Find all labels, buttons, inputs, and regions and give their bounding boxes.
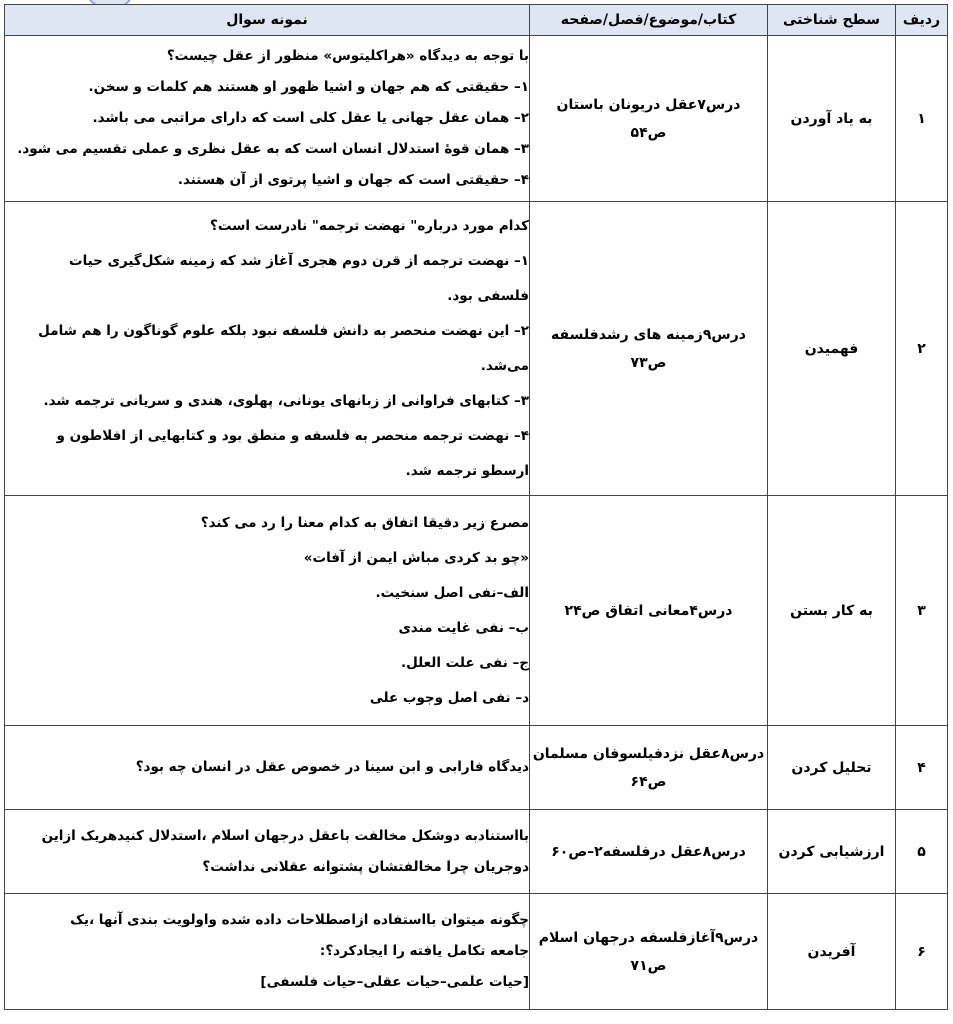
table-row <box>5 202 948 496</box>
table-row <box>5 810 948 894</box>
table-header-row <box>5 5 948 36</box>
sample-question <box>5 36 530 202</box>
question-table <box>4 4 948 1010</box>
question-line: می‌شد. <box>480 357 529 374</box>
book-reference <box>530 894 768 1010</box>
cognitive-level: ارزشیابی کردن <box>768 810 896 894</box>
row-number: ۳ <box>896 496 948 726</box>
sample-question <box>5 496 530 726</box>
question-line: ۱– حقیقتی که هم جهان و اشیا ظهور او هستند هم کلمات و سخن. <box>88 79 529 95</box>
question-line: ب– نفی غایت مندی <box>398 619 529 636</box>
row-number: ۴ <box>896 726 948 810</box>
question-line: چگونه میتوان بااستفاده ازاصطلاحات داده شده واولویت بندی آنها ،یک <box>70 912 529 928</box>
book-line: ص۶۴ <box>630 773 667 790</box>
question-line: د– نفی اصل وجوب علی <box>369 689 529 706</box>
question-line: [حیات علمی–حیات عقلی–حیات فلسفی] <box>260 974 529 990</box>
book-line: ص۷۳ <box>630 354 667 371</box>
book-line: ص۵۴ <box>630 124 667 141</box>
book-line: درس۸عقل نزدفیلسوفان مسلمان <box>532 745 765 762</box>
table-row <box>5 726 948 810</box>
question-line: با توجه به دیدگاه «هراکلیتوس» منظور از عقل چیست؟ <box>166 48 529 64</box>
sample-question <box>5 202 530 496</box>
book-line: درس۹آغازفلسفه درجهان اسلام <box>538 929 759 946</box>
question-line: دوجریان چرا مخالفتشان پشتوانه عقلانی نداشت؟ <box>202 858 529 875</box>
question-line: ۳– همان قوهٔ استدلال انسان است که به عقل نظری و عملی تقسیم می شود. <box>17 141 529 157</box>
question-line: ۲– این نهضت منحصر به دانش فلسفه نبود بلکه علوم گوناگون را هم شامل <box>38 322 529 339</box>
cognitive-level: آفریدن <box>768 894 896 1010</box>
sample-question <box>5 810 530 894</box>
question-line: ۴– حقیقتی است که جهان و اشیا پرتوی از آن هستند. <box>177 172 529 188</box>
sample-question <box>5 894 530 1010</box>
header-book-topic: کتاب/موضوع/فصل/صفحه <box>530 5 768 36</box>
question-line: بااستنادبه دوشکل مخالفت باعقل درجهان اسلام ،استدلال کنیدهریک ازاین <box>41 827 529 844</box>
row-number: ۲ <box>896 202 948 496</box>
question-line: مصرع زیر دقیقا اتفاق به کدام معنا را رد می کند؟ <box>200 514 529 531</box>
question-line: فلسفی بود. <box>447 287 529 304</box>
book-line: درس۴معانی اتفاق ص۲۴ <box>564 602 733 619</box>
row-number: ۶ <box>896 894 948 1010</box>
book-reference <box>530 810 768 894</box>
book-reference <box>530 202 768 496</box>
question-line: ۴– نهضت ترجمه منحصر به فلسفه و منطق بود و کتابهایی از افلاطون و <box>56 427 529 444</box>
question-line: ج– نفی علت العلل. <box>400 654 529 671</box>
header-sample-question: نمونه سوال <box>5 5 530 36</box>
header-row-number: ردیف <box>896 5 948 36</box>
question-line: الف–نفی اصل سنخیت. <box>375 584 529 601</box>
table-row <box>5 36 948 202</box>
question-line: ۲– همان عقل جهانی یا عقل کلی است که دارای مراتبی می باشد. <box>92 110 529 126</box>
book-reference <box>530 36 768 202</box>
book-line: درس۹زمینه های رشدفلسفه <box>551 326 746 343</box>
row-number: ۱ <box>896 36 948 202</box>
cognitive-level: فهمیدن <box>768 202 896 496</box>
question-line: ۳– کتابهای فراوانی از زبانهای یونانی، پهلوی، هندی و سریانی ترجمه شد. <box>43 392 529 409</box>
cognitive-level: تحلیل کردن <box>768 726 896 810</box>
sample-question <box>5 726 530 810</box>
table-row <box>5 894 948 1010</box>
book-line: درس۷عقل دریونان باستان <box>556 96 741 113</box>
question-line: ارسطو ترجمه شد. <box>405 462 529 479</box>
question-line: کدام مورد درباره" نهضت ترجمه" نادرست است؟ <box>210 217 529 234</box>
book-line: ص۷۱ <box>630 957 667 974</box>
question-line: دیدگاه فارابی و ابن سینا در خصوص عقل در انسان چه بود؟ <box>135 759 529 775</box>
cognitive-level: به یاد آوردن <box>768 36 896 202</box>
header-cognitive-level: سطح شناختی <box>768 5 896 36</box>
cognitive-level: به کار بستن <box>768 496 896 726</box>
question-line: ۱– نهضت ترجمه از قرن دوم هجری آغاز شد که زمینه شکل‌گیری حیات <box>69 252 529 269</box>
table-row <box>5 496 948 726</box>
question-line: جامعه تکامل یافته را ایجادکرد؟: <box>319 943 529 959</box>
book-reference <box>530 496 768 726</box>
book-reference <box>530 726 768 810</box>
row-number: ۵ <box>896 810 948 894</box>
book-line: درس۸عقل درفلسفه۲–ص۶۰ <box>551 843 746 860</box>
question-line: «چو بد کردی مباش ایمن از آفات» <box>303 549 529 566</box>
